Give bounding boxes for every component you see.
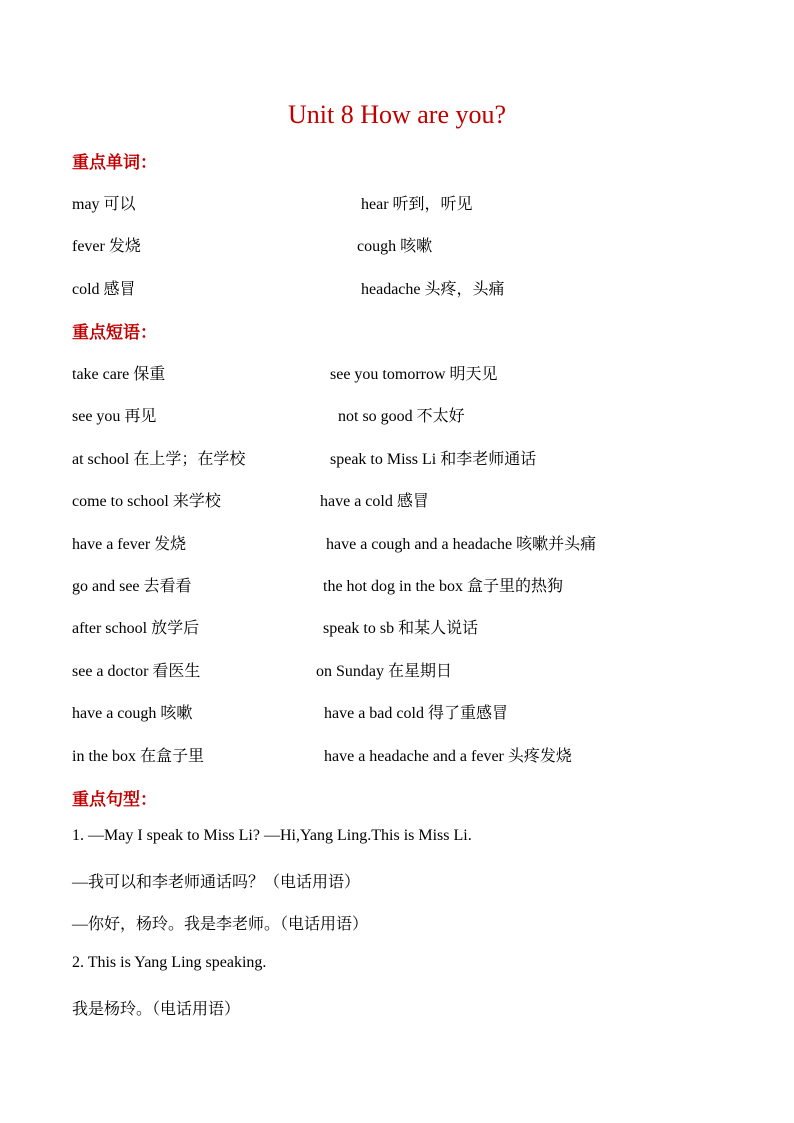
phrase-left: come to school 来学校 — [72, 493, 221, 510]
words-heading: 重点单词： — [72, 153, 157, 172]
sentence-line: —我可以和李老师通话吗？（电话用语） — [72, 874, 361, 891]
phrase-left: go and see 去看看 — [72, 578, 192, 595]
phrase-right: have a cough and a headache 咳嗽并头痛 — [326, 536, 597, 553]
sentence-line: 1. —May I speak to Miss Li? —Hi,Yang Ling.This is Miss Li. — [72, 827, 472, 844]
phrase-right: not so good 不太好 — [338, 408, 465, 425]
word-left: cold 感冒 — [72, 281, 136, 298]
sentences-heading: 重点句型： — [72, 790, 157, 809]
word-right: hear 听到，听见 — [361, 196, 473, 213]
phrase-left: at school 在上学；在学校 — [72, 451, 246, 468]
phrase-left: after school 放学后 — [72, 620, 200, 637]
phrase-right: have a bad cold 得了重感冒 — [324, 705, 508, 722]
phrase-right: the hot dog in the box 盒子里的热狗 — [323, 578, 563, 595]
phrase-left: see a doctor 看医生 — [72, 663, 201, 680]
word-right: headache 头疼，头痛 — [361, 281, 505, 298]
phrase-left: take care 保重 — [72, 366, 166, 383]
page-title: Unit 8 How are you? — [287, 100, 507, 129]
sentence-line: 2. This is Yang Ling speaking. — [72, 954, 267, 971]
phrase-right: speak to Miss Li 和李老师通话 — [330, 451, 537, 468]
phrase-right: have a cold 感冒 — [320, 493, 429, 510]
phrase-right: have a headache and a fever 头疼发烧 — [324, 748, 572, 765]
phrase-right: see you tomorrow 明天见 — [330, 366, 498, 383]
phrases-heading: 重点短语： — [72, 323, 157, 342]
phrase-left: in the box 在盒子里 — [72, 748, 204, 765]
phrase-left: see you 再见 — [72, 408, 157, 425]
sentence-line: 我是杨玲。（电话用语） — [72, 1001, 241, 1018]
word-right: cough 咳嗽 — [357, 238, 433, 255]
word-left: fever 发烧 — [72, 238, 141, 255]
phrase-right: speak to sb 和某人说话 — [323, 620, 479, 637]
phrase-right: on Sunday 在星期日 — [316, 663, 453, 680]
phrase-left: have a cough 咳嗽 — [72, 705, 193, 722]
sentence-line: —你好，杨玲。我是李老师。（电话用语） — [72, 916, 369, 933]
phrase-left: have a fever 发烧 — [72, 536, 187, 553]
word-left: may 可以 — [72, 196, 136, 213]
